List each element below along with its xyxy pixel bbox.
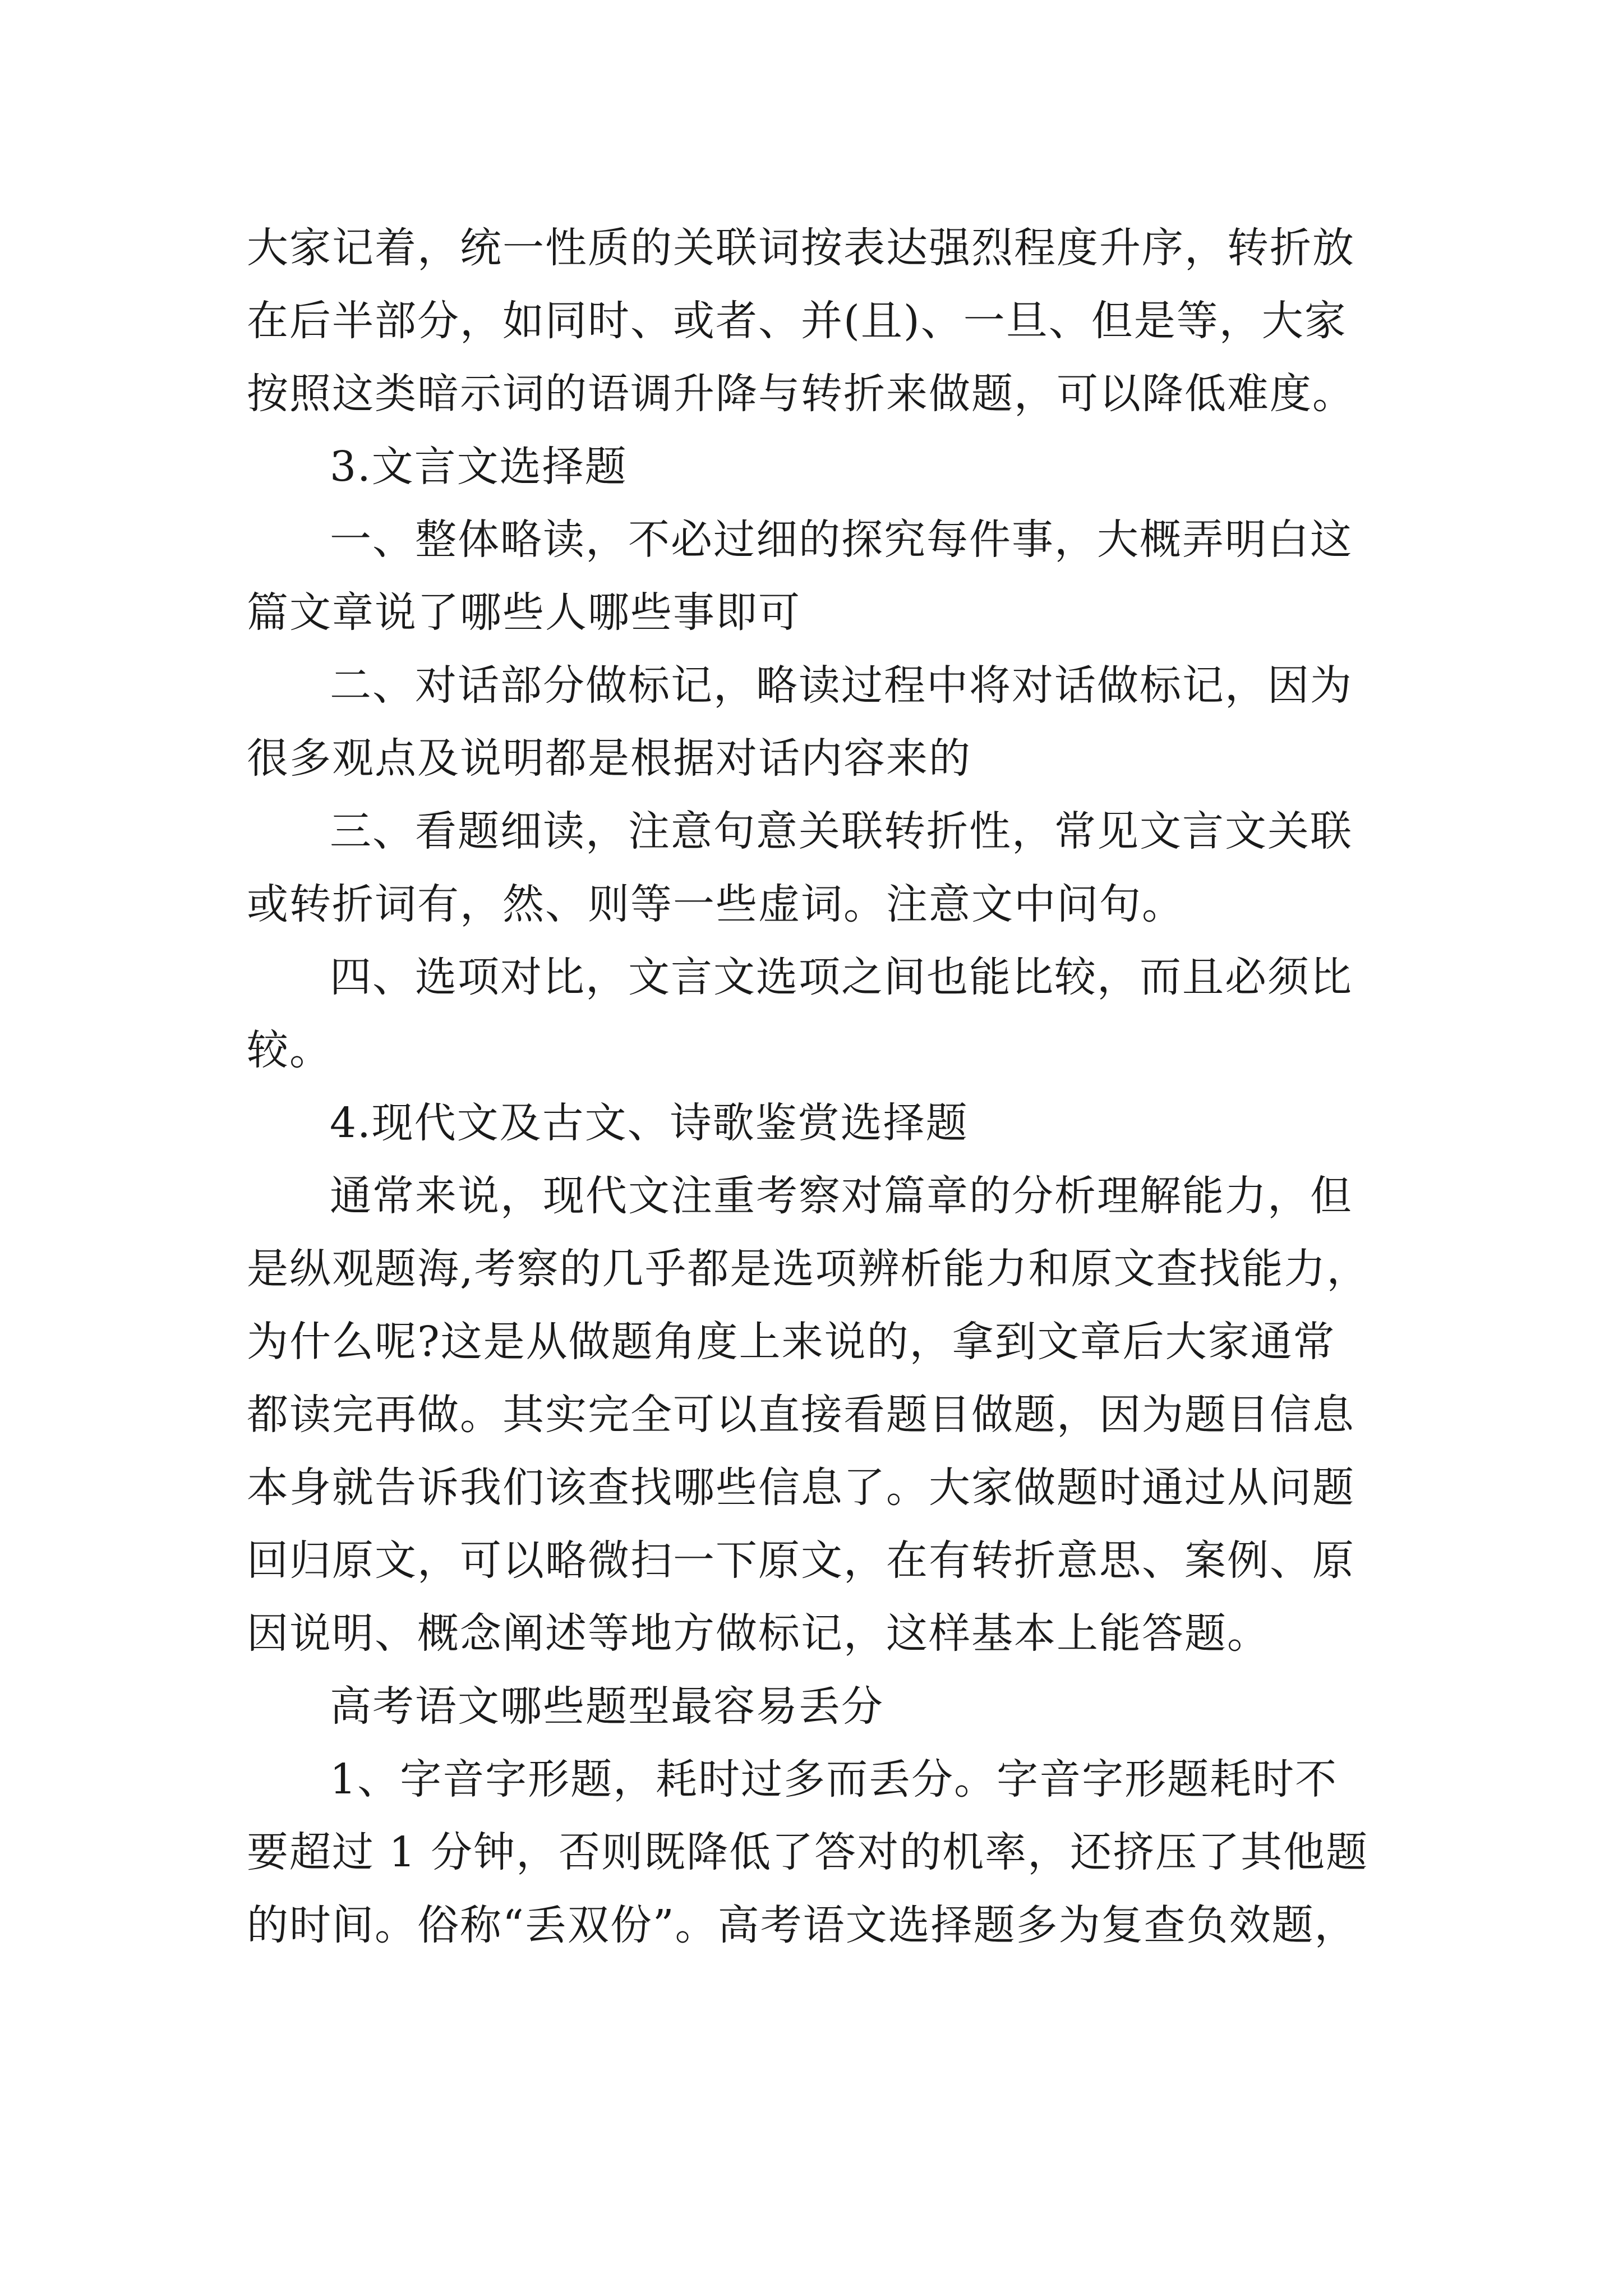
text-line: 二、对话部分做标记，略读过程中将对话做标记，因为	[330, 661, 1353, 710]
text-line: 较。	[247, 1026, 332, 1074]
text-line: 或转折词有，然、则等一些虚词。注意文中问句。	[247, 880, 1184, 928]
text-line: 三、看题细读，注意句意关联转折性，常见文言文关联	[330, 807, 1353, 855]
section-heading: 3.文言文选择题	[330, 443, 628, 491]
text-line: 按照这类暗示词的语调升降与转折来做题，可以降低难度。	[247, 370, 1355, 418]
text-line: 因说明、概念阐述等地方做标记，这样基本上能答题。	[247, 1609, 1270, 1658]
text-line: 的时间。俗称“丢双份”。高考语文选择题多为复查负效题，	[247, 1901, 1357, 1949]
text-line: 很多观点及说明都是根据对话内容来的	[247, 734, 971, 783]
text-line: 通常来说，现代文注重考察对篇章的分析理解能力，但	[330, 1172, 1353, 1220]
section-heading: 高考语文哪些题型最容易丢分	[330, 1682, 884, 1731]
text-line: 大家记着，统一性质的关联词按表达强烈程度升序，转折放	[247, 224, 1355, 272]
text-line: 篇文章说了哪些人哪些事即可	[247, 588, 801, 637]
text-line: 四、选项对比，文言文选项之间也能比较，而且必须比	[330, 953, 1353, 1001]
text-line: 是纵观题海,考察的几乎都是选项辨析能力和原文查找能力，	[247, 1245, 1370, 1293]
text-line: 要超过 1 分钟，否则既降低了答对的机率，还挤压了其他题	[247, 1828, 1369, 1876]
section-heading: 4.现代文及古文、诗歌鉴赏选择题	[330, 1099, 969, 1147]
text-line: 本身就告诉我们该查找哪些信息了。大家做题时通过从问题	[247, 1464, 1355, 1512]
text-line: 为什么呢?这是从做题角度上来说的，拿到文章后大家通常	[247, 1318, 1336, 1366]
text-line: 1、字音字形题，耗时过多而丢分。字音字形题耗时不	[330, 1755, 1338, 1803]
text-line: 都读完再做。其实完全可以直接看题目做题，因为题目信息	[247, 1391, 1355, 1439]
text-line: 回归原文，可以略微扫一下原文，在有转折意思、案例、原	[247, 1536, 1355, 1585]
text-line: 一、整体略读，不必过细的探究每件事，大概弄明白这	[330, 516, 1353, 564]
text-line: 在后半部分，如同时、或者、并(且)、一旦、但是等，大家	[247, 297, 1347, 345]
